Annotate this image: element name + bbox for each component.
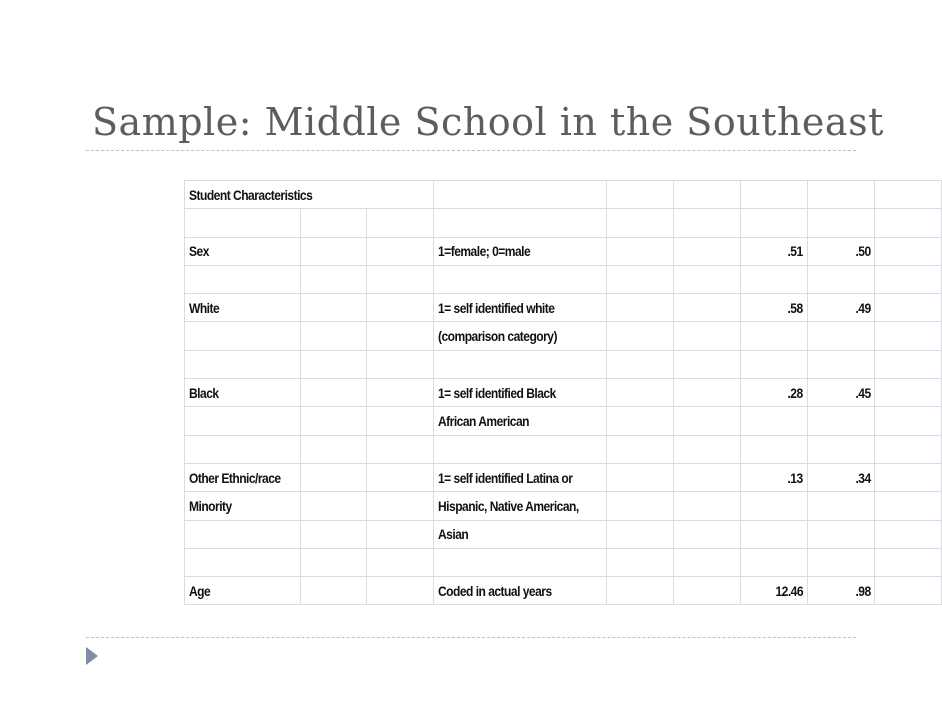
empty-cell <box>875 209 942 237</box>
empty-cell <box>673 520 740 548</box>
bullet-arrow-icon <box>86 647 98 665</box>
empty-cell <box>367 520 434 548</box>
table-row <box>185 379 942 407</box>
empty-cell <box>875 407 942 435</box>
empty-cell <box>300 548 367 576</box>
mean-value <box>740 492 807 520</box>
empty-cell <box>367 379 434 407</box>
variable-label-text: Age <box>189 582 211 599</box>
variable-description <box>434 548 607 576</box>
empty-cell <box>673 350 740 378</box>
empty-cell <box>607 463 674 491</box>
empty-cell <box>673 492 740 520</box>
mean-value-text: .51 <box>787 243 804 260</box>
empty-cell <box>875 379 942 407</box>
sd-value <box>808 294 875 322</box>
empty-cell <box>367 463 434 491</box>
variable-description-text: (comparison category) <box>438 328 558 345</box>
mean-value <box>740 350 807 378</box>
empty-cell <box>300 294 367 322</box>
sd-value <box>808 379 875 407</box>
empty-cell <box>607 492 674 520</box>
variable-description <box>434 520 607 548</box>
sd-value <box>808 520 875 548</box>
empty-cell <box>367 209 434 237</box>
empty-cell <box>607 379 674 407</box>
empty-cell <box>300 350 367 378</box>
empty-cell <box>367 577 434 605</box>
footer-divider <box>86 637 856 638</box>
variable-description <box>434 265 607 293</box>
mean-value <box>740 379 807 407</box>
mean-value-text: .13 <box>787 469 804 486</box>
variable-label <box>185 520 301 548</box>
mean-value-text: .58 <box>787 299 804 316</box>
empty-cell <box>300 237 367 265</box>
variable-label-text: Black <box>189 384 219 401</box>
variable-label <box>185 265 301 293</box>
sd-value <box>808 237 875 265</box>
mean-value <box>740 294 807 322</box>
variable-label-text: White <box>189 299 220 316</box>
sd-value-text: .50 <box>854 243 871 260</box>
empty-cell <box>673 294 740 322</box>
empty-cell <box>367 435 434 463</box>
empty-cell <box>875 548 942 576</box>
section-header <box>185 181 434 209</box>
mean-value <box>740 265 807 293</box>
variable-description-text: African American <box>438 413 530 430</box>
empty-cell <box>607 181 674 209</box>
empty-cell <box>673 209 740 237</box>
sd-value-text: .45 <box>854 384 871 401</box>
sd-value <box>808 463 875 491</box>
empty-cell <box>300 577 367 605</box>
empty-cell <box>607 237 674 265</box>
empty-cell <box>673 435 740 463</box>
empty-cell <box>367 548 434 576</box>
mean-value <box>740 322 807 350</box>
empty-cell <box>300 322 367 350</box>
variable-label <box>185 548 301 576</box>
variable-label <box>185 463 301 491</box>
variable-description-text: 1= self identified Black <box>438 384 557 401</box>
variable-description <box>434 407 607 435</box>
mean-value <box>740 463 807 491</box>
variable-label <box>185 209 301 237</box>
empty-cell <box>607 520 674 548</box>
sd-value <box>808 265 875 293</box>
table-row <box>185 463 942 491</box>
variable-label <box>185 407 301 435</box>
sd-value <box>808 407 875 435</box>
empty-cell <box>367 322 434 350</box>
table-row <box>185 322 942 350</box>
empty-cell <box>673 265 740 293</box>
student-characteristics-table <box>184 180 942 605</box>
table-row <box>185 548 942 576</box>
empty-cell <box>607 350 674 378</box>
table-row <box>185 237 942 265</box>
variable-label <box>185 294 301 322</box>
empty-cell <box>367 350 434 378</box>
title-divider <box>86 150 856 151</box>
empty-cell <box>300 407 367 435</box>
variable-label-text: Other Ethnic/race <box>189 469 281 486</box>
sd-value-text: .98 <box>854 582 871 599</box>
variable-description <box>434 237 607 265</box>
empty-cell <box>607 322 674 350</box>
empty-cell <box>875 520 942 548</box>
variable-label-text: Minority <box>189 497 232 514</box>
table-row <box>185 407 942 435</box>
table-row <box>185 294 942 322</box>
empty-cell <box>875 463 942 491</box>
mean-value <box>740 435 807 463</box>
empty-cell <box>875 265 942 293</box>
variable-label <box>185 350 301 378</box>
empty-cell <box>367 407 434 435</box>
empty-cell <box>875 181 942 209</box>
mean-value <box>740 548 807 576</box>
empty-cell <box>673 463 740 491</box>
empty-cell <box>300 520 367 548</box>
variable-description-text: 1= self identified Latina or <box>438 469 573 486</box>
table-row <box>185 209 942 237</box>
empty-cell <box>673 379 740 407</box>
empty-cell <box>673 322 740 350</box>
variable-description <box>434 379 607 407</box>
table-row <box>185 492 942 520</box>
table-row <box>185 435 942 463</box>
empty-cell <box>367 492 434 520</box>
empty-cell <box>875 237 942 265</box>
sd-value <box>808 435 875 463</box>
variable-description <box>434 577 607 605</box>
variable-label <box>185 379 301 407</box>
variable-description <box>434 294 607 322</box>
empty-cell <box>875 577 942 605</box>
variable-label <box>185 492 301 520</box>
sd-value <box>808 209 875 237</box>
variable-description <box>434 350 607 378</box>
empty-cell <box>673 181 740 209</box>
sd-value <box>808 548 875 576</box>
empty-cell <box>607 265 674 293</box>
sd-value <box>808 577 875 605</box>
table-row <box>185 520 942 548</box>
empty-cell <box>875 435 942 463</box>
empty-cell <box>367 294 434 322</box>
variable-description <box>434 463 607 491</box>
mean-value <box>740 577 807 605</box>
variable-description-text: 1= self identified white <box>438 299 555 316</box>
empty-cell <box>607 548 674 576</box>
mean-value-text: .28 <box>787 384 804 401</box>
empty-cell <box>673 237 740 265</box>
variable-description-text: Hispanic, Native American, <box>438 497 580 514</box>
variable-label <box>185 577 301 605</box>
sd-value-text: .49 <box>854 299 871 316</box>
empty-cell <box>607 294 674 322</box>
section-header-text: Student Characteristics <box>189 186 313 203</box>
variable-description <box>434 492 607 520</box>
empty-cell <box>875 322 942 350</box>
empty-cell <box>367 265 434 293</box>
variable-label <box>185 237 301 265</box>
sd-value <box>808 492 875 520</box>
empty-cell <box>300 379 367 407</box>
variable-description-text: 1=female; 0=male <box>438 243 531 260</box>
sd-value <box>808 350 875 378</box>
empty-cell <box>875 294 942 322</box>
empty-cell <box>300 265 367 293</box>
variable-description-text: Coded in actual years <box>438 582 553 599</box>
empty-cell <box>673 577 740 605</box>
variable-description <box>434 209 607 237</box>
mean-value <box>740 407 807 435</box>
table-row <box>185 265 942 293</box>
variable-label <box>185 435 301 463</box>
empty-cell <box>673 548 740 576</box>
variable-description <box>434 322 607 350</box>
empty-cell <box>300 463 367 491</box>
sd-value <box>808 322 875 350</box>
empty-cell <box>607 577 674 605</box>
empty-cell <box>367 237 434 265</box>
empty-cell <box>808 181 875 209</box>
table-row <box>185 577 942 605</box>
empty-cell <box>607 435 674 463</box>
variable-label <box>185 322 301 350</box>
variable-description-text: Asian <box>438 526 469 543</box>
empty-cell <box>607 407 674 435</box>
empty-cell <box>607 209 674 237</box>
mean-value <box>740 209 807 237</box>
empty-cell <box>740 181 807 209</box>
empty-cell <box>300 435 367 463</box>
variable-label-text: Sex <box>189 243 209 260</box>
empty-cell <box>875 492 942 520</box>
empty-cell <box>300 492 367 520</box>
mean-value <box>740 520 807 548</box>
table-header-row <box>185 181 942 209</box>
variable-description <box>434 435 607 463</box>
sd-value-text: .34 <box>854 469 871 486</box>
empty-cell <box>434 181 607 209</box>
mean-value-text: 12.46 <box>775 582 804 599</box>
table-row <box>185 350 942 378</box>
mean-value <box>740 237 807 265</box>
empty-cell <box>875 350 942 378</box>
empty-cell <box>300 209 367 237</box>
empty-cell <box>673 407 740 435</box>
slide-title: Sample: Middle School in the Southeast <box>92 100 884 144</box>
